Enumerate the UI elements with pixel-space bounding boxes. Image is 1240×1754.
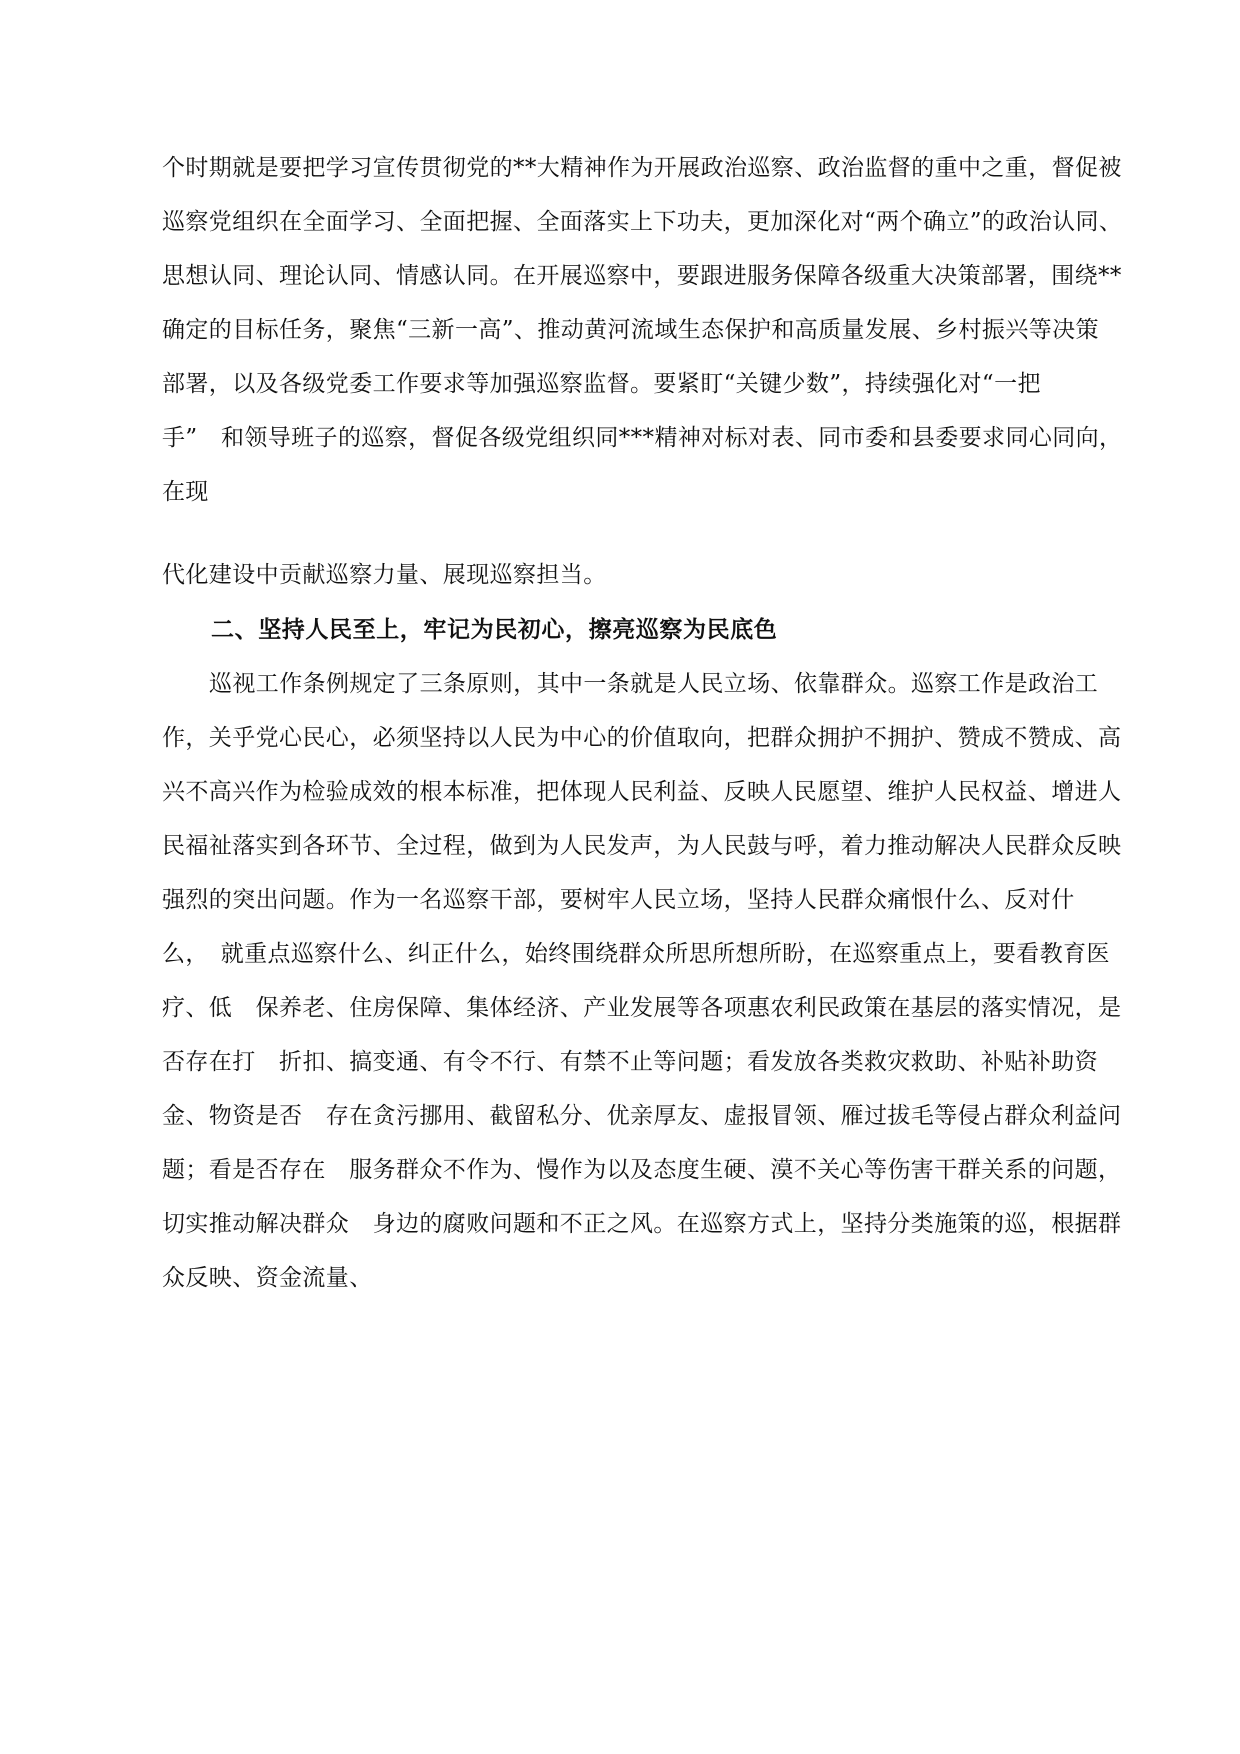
paragraph-line: 巡察党组织在全面学习、全面把握、全面落实上下功夫，更加深化对“两个确立”的政治认同、: [162, 209, 1123, 235]
paragraph-line: 疗、低 保养老、住房保障、集体经济、产业发展等各项惠农利民政策在基层的落实情况，是: [162, 995, 1122, 1021]
paragraph-line: 强烈的突出问题。作为一名巡察干部，要树牢人民立场，坚持人民群众痛恨什么、反对什: [162, 887, 1075, 913]
paragraph-line: 切实推动解决群众 身边的腐败问题和不正之风。在巡察方式上，坚持分类施策的巡，根据群: [162, 1211, 1122, 1237]
paragraph-line: 手” 和领导班子的巡察，督促各级党组织同***精神对标对表、同市委和县委要求同心同向，: [162, 425, 1123, 451]
paragraph-line: 么， 就重点巡察什么、纠正什么，始终围绕群众所思所想所盼，在巡察重点上，要看教育医: [162, 941, 1110, 967]
paragraph-line: 个时期就是要把学习宣传贯彻党的**大精神作为开展政治巡察、政治监督的重中之重，督促被: [162, 155, 1122, 181]
paragraph-line: 思想认同、理论认同、情感认同。在开展巡察中，要跟进服务保障各级重大决策部署，围绕**: [162, 263, 1122, 289]
paragraph-line: 民福祉落实到各环节、全过程，做到为人民发声，为人民鼓与呼，着力推动解决人民群众反映: [162, 833, 1122, 859]
paragraph-line: 兴不高兴作为检验成效的根本标准，把体现人民利益、反映人民愿望、维护人民权益、增进人: [162, 779, 1122, 805]
paragraph-line: 部署，以及各级党委工作要求等加强巡察监督。要紧盯“关键少数”，持续强化对“一把: [162, 371, 1041, 397]
paragraph-line: 代化建设中贡献巡察力量、展现巡察担当。: [162, 562, 607, 588]
paragraph-line: 巡视工作条例规定了三条原则，其中一条就是人民立场、依靠群众。巡察工作是政治工: [209, 671, 1099, 697]
paragraph-line: 众反映、资金流量、: [162, 1265, 373, 1291]
section-heading: 二、坚持人民至上，牢记为民初心，擦亮巡察为民底色: [211, 617, 778, 643]
paragraph-line: 确定的目标任务，聚焦“三新一高”、推动黄河流域生态保护和高质量发展、乡村振兴等决策: [162, 317, 1099, 343]
paragraph-line: 在现: [162, 479, 209, 505]
paragraph-line: 否存在打 折扣、搞变通、有令不行、有禁不止等问题；看发放各类救灾救助、补贴补助资: [162, 1049, 1098, 1075]
paragraph-line: 作，关乎党心民心，必须坚持以人民为中心的价值取向，把群众拥护不拥护、赞成不赞成、高: [162, 725, 1122, 751]
paragraph-line: 金、物资是否 存在贪污挪用、截留私分、优亲厚友、虚报冒领、雁过拔毛等侵占群众利益问: [162, 1103, 1122, 1129]
paragraph-line: 题；看是否存在 服务群众不作为、慢作为以及态度生硬、漠不关心等伤害干群关系的问题，: [162, 1157, 1122, 1183]
